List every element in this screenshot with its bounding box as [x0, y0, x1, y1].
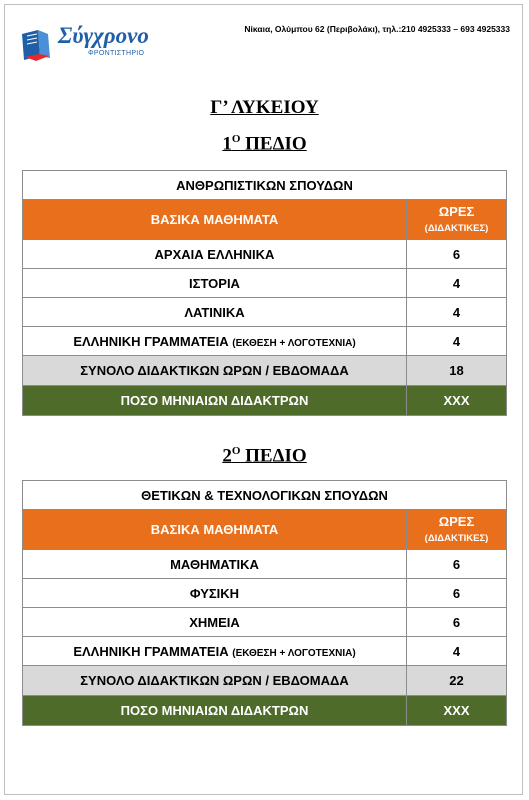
logo-text: Σύγχρονο: [58, 23, 149, 48]
header-contact: Νίκαια, Ολύμπου 62 (Περιβολάκι), τηλ.:210 4925333 – 693 4925333: [244, 24, 510, 34]
field-2-heading-number: 2: [222, 445, 232, 467]
table-row: [23, 327, 507, 356]
subject-label: ΙΣΤΟΡΙΑ: [189, 275, 240, 291]
subject-label: ΦΥΣΙΚΗ: [189, 585, 240, 601]
field-1-heading: [0, 133, 529, 155]
field-2-heading-sup: Ο: [231, 445, 241, 457]
total-hours-value: 18: [407, 356, 507, 386]
table-row: [23, 608, 507, 637]
total-hours-row: [23, 356, 507, 386]
column-header-subjects: ΒΑΣΙΚΑ ΜΑΘΗΜΑΤΑ: [23, 510, 407, 550]
monthly-fee-value: ΧΧΧ: [407, 386, 507, 416]
subject-hours: 6: [407, 579, 507, 608]
table-row: [23, 579, 507, 608]
total-hours-label: ΣΥΝΟΛΟ ΔΙΔΑΚΤΙΚΩΝ ΩΡΩΝ / ΕΒΔΟΜΑΔΑ: [23, 666, 407, 696]
column-header-hours: [407, 200, 507, 240]
field-2-heading: [0, 445, 529, 467]
monthly-fee-label: ΠΟΣΟ ΜΗΝΙΑΙΩΝ ΔΙΔΑΚΤΡΩΝ: [23, 696, 407, 726]
hours-header-sublabel: (ΔΙΔΑΚΤΙΚΕΣ): [424, 532, 489, 544]
subject-name: [23, 637, 407, 666]
table-row: [23, 240, 507, 269]
field-1-heading-sup: Ο: [231, 133, 241, 145]
field-2-table: [22, 480, 507, 726]
monthly-fee-row: [23, 386, 507, 416]
table-row: [23, 298, 507, 327]
monthly-fee-row: [23, 696, 507, 726]
field-name: ΘΕΤΙΚΩΝ & ΤΕΧΝΟΛΟΓΙΚΩΝ ΣΠΟΥΔΩΝ: [23, 481, 507, 510]
field-name: ΑΝΘΡΩΠΙΣΤΙΚΩΝ ΣΠΟΥΔΩΝ: [23, 171, 507, 200]
subject-hours: 4: [407, 327, 507, 356]
table-row: [23, 550, 507, 579]
subject-label: ΜΑΘΗΜΑΤΙΚΑ: [170, 556, 259, 572]
field-1-heading-word: ΠΕΔΙΟ: [245, 133, 307, 155]
subject-name: [23, 269, 407, 298]
logo-subtitle: ΦΡΟΝΤΙΣΤΗΡΙΟ: [88, 50, 145, 57]
subject-hours: 4: [407, 637, 507, 666]
subject-name: [23, 608, 407, 637]
subject-label: ΛΑΤΙΝΙΚΑ: [184, 304, 245, 320]
subject-name: [23, 550, 407, 579]
total-hours-label: ΣΥΝΟΛΟ ΔΙΔΑΚΤΙΚΩΝ ΩΡΩΝ / ΕΒΔΟΜΑΔΑ: [23, 356, 407, 386]
table-row: [23, 637, 507, 666]
subject-hours: 6: [407, 240, 507, 269]
subject-name: [23, 298, 407, 327]
hours-header-sublabel: (ΔΙΔΑΚΤΙΚΕΣ): [424, 222, 489, 234]
hours-header-label: ΩΡΕΣ: [438, 203, 475, 219]
subject-label: ΕΛΛΗΝΙΚΗ ΓΡΑΜΜΑΤΕΙΑ: [73, 643, 229, 659]
subject-note: (ΕΚΘΕΣΗ + ΛΟΓΟΤΕΧΝΙΑ): [232, 647, 356, 659]
subject-hours: 4: [407, 269, 507, 298]
field-2-heading-word: ΠΕΔΙΟ: [245, 445, 307, 467]
table-header-row: [23, 200, 507, 240]
total-hours-row: [23, 666, 507, 696]
table-title-row: [23, 481, 507, 510]
monthly-fee-value: ΧΧΧ: [407, 696, 507, 726]
subject-label: ΕΛΛΗΝΙΚΗ ΓΡΑΜΜΑΤΕΙΑ: [73, 333, 229, 349]
page-title: Γ’ ΛΥΚΕΙΟΥ: [210, 97, 319, 118]
table-row: [23, 269, 507, 298]
subject-name: [23, 327, 407, 356]
book-logo-icon: [18, 26, 62, 66]
column-header-hours: [407, 510, 507, 550]
subject-note: (ΕΚΘΕΣΗ + ΛΟΓΟΤΕΧΝΙΑ): [232, 337, 356, 349]
subject-hours: 6: [407, 550, 507, 579]
column-header-subjects: ΒΑΣΙΚΑ ΜΑΘΗΜΑΤΑ: [23, 200, 407, 240]
subject-label: ΑΡΧΑΙΑ ΕΛΛΗΝΙΚΑ: [154, 246, 275, 262]
subject-name: [23, 240, 407, 269]
table-header-row: [23, 510, 507, 550]
subject-name: [23, 579, 407, 608]
total-hours-value: 22: [407, 666, 507, 696]
field-1-heading-number: 1: [222, 133, 232, 155]
subject-hours: 6: [407, 608, 507, 637]
monthly-fee-label: ΠΟΣΟ ΜΗΝΙΑΙΩΝ ΔΙΔΑΚΤΡΩΝ: [23, 386, 407, 416]
field-1-table: [22, 170, 507, 416]
subject-hours: 4: [407, 298, 507, 327]
subject-label: ΧΗΜΕΙΑ: [189, 614, 240, 630]
logo: [18, 20, 158, 70]
hours-header-label: ΩΡΕΣ: [438, 513, 475, 529]
table-title-row: [23, 171, 507, 200]
